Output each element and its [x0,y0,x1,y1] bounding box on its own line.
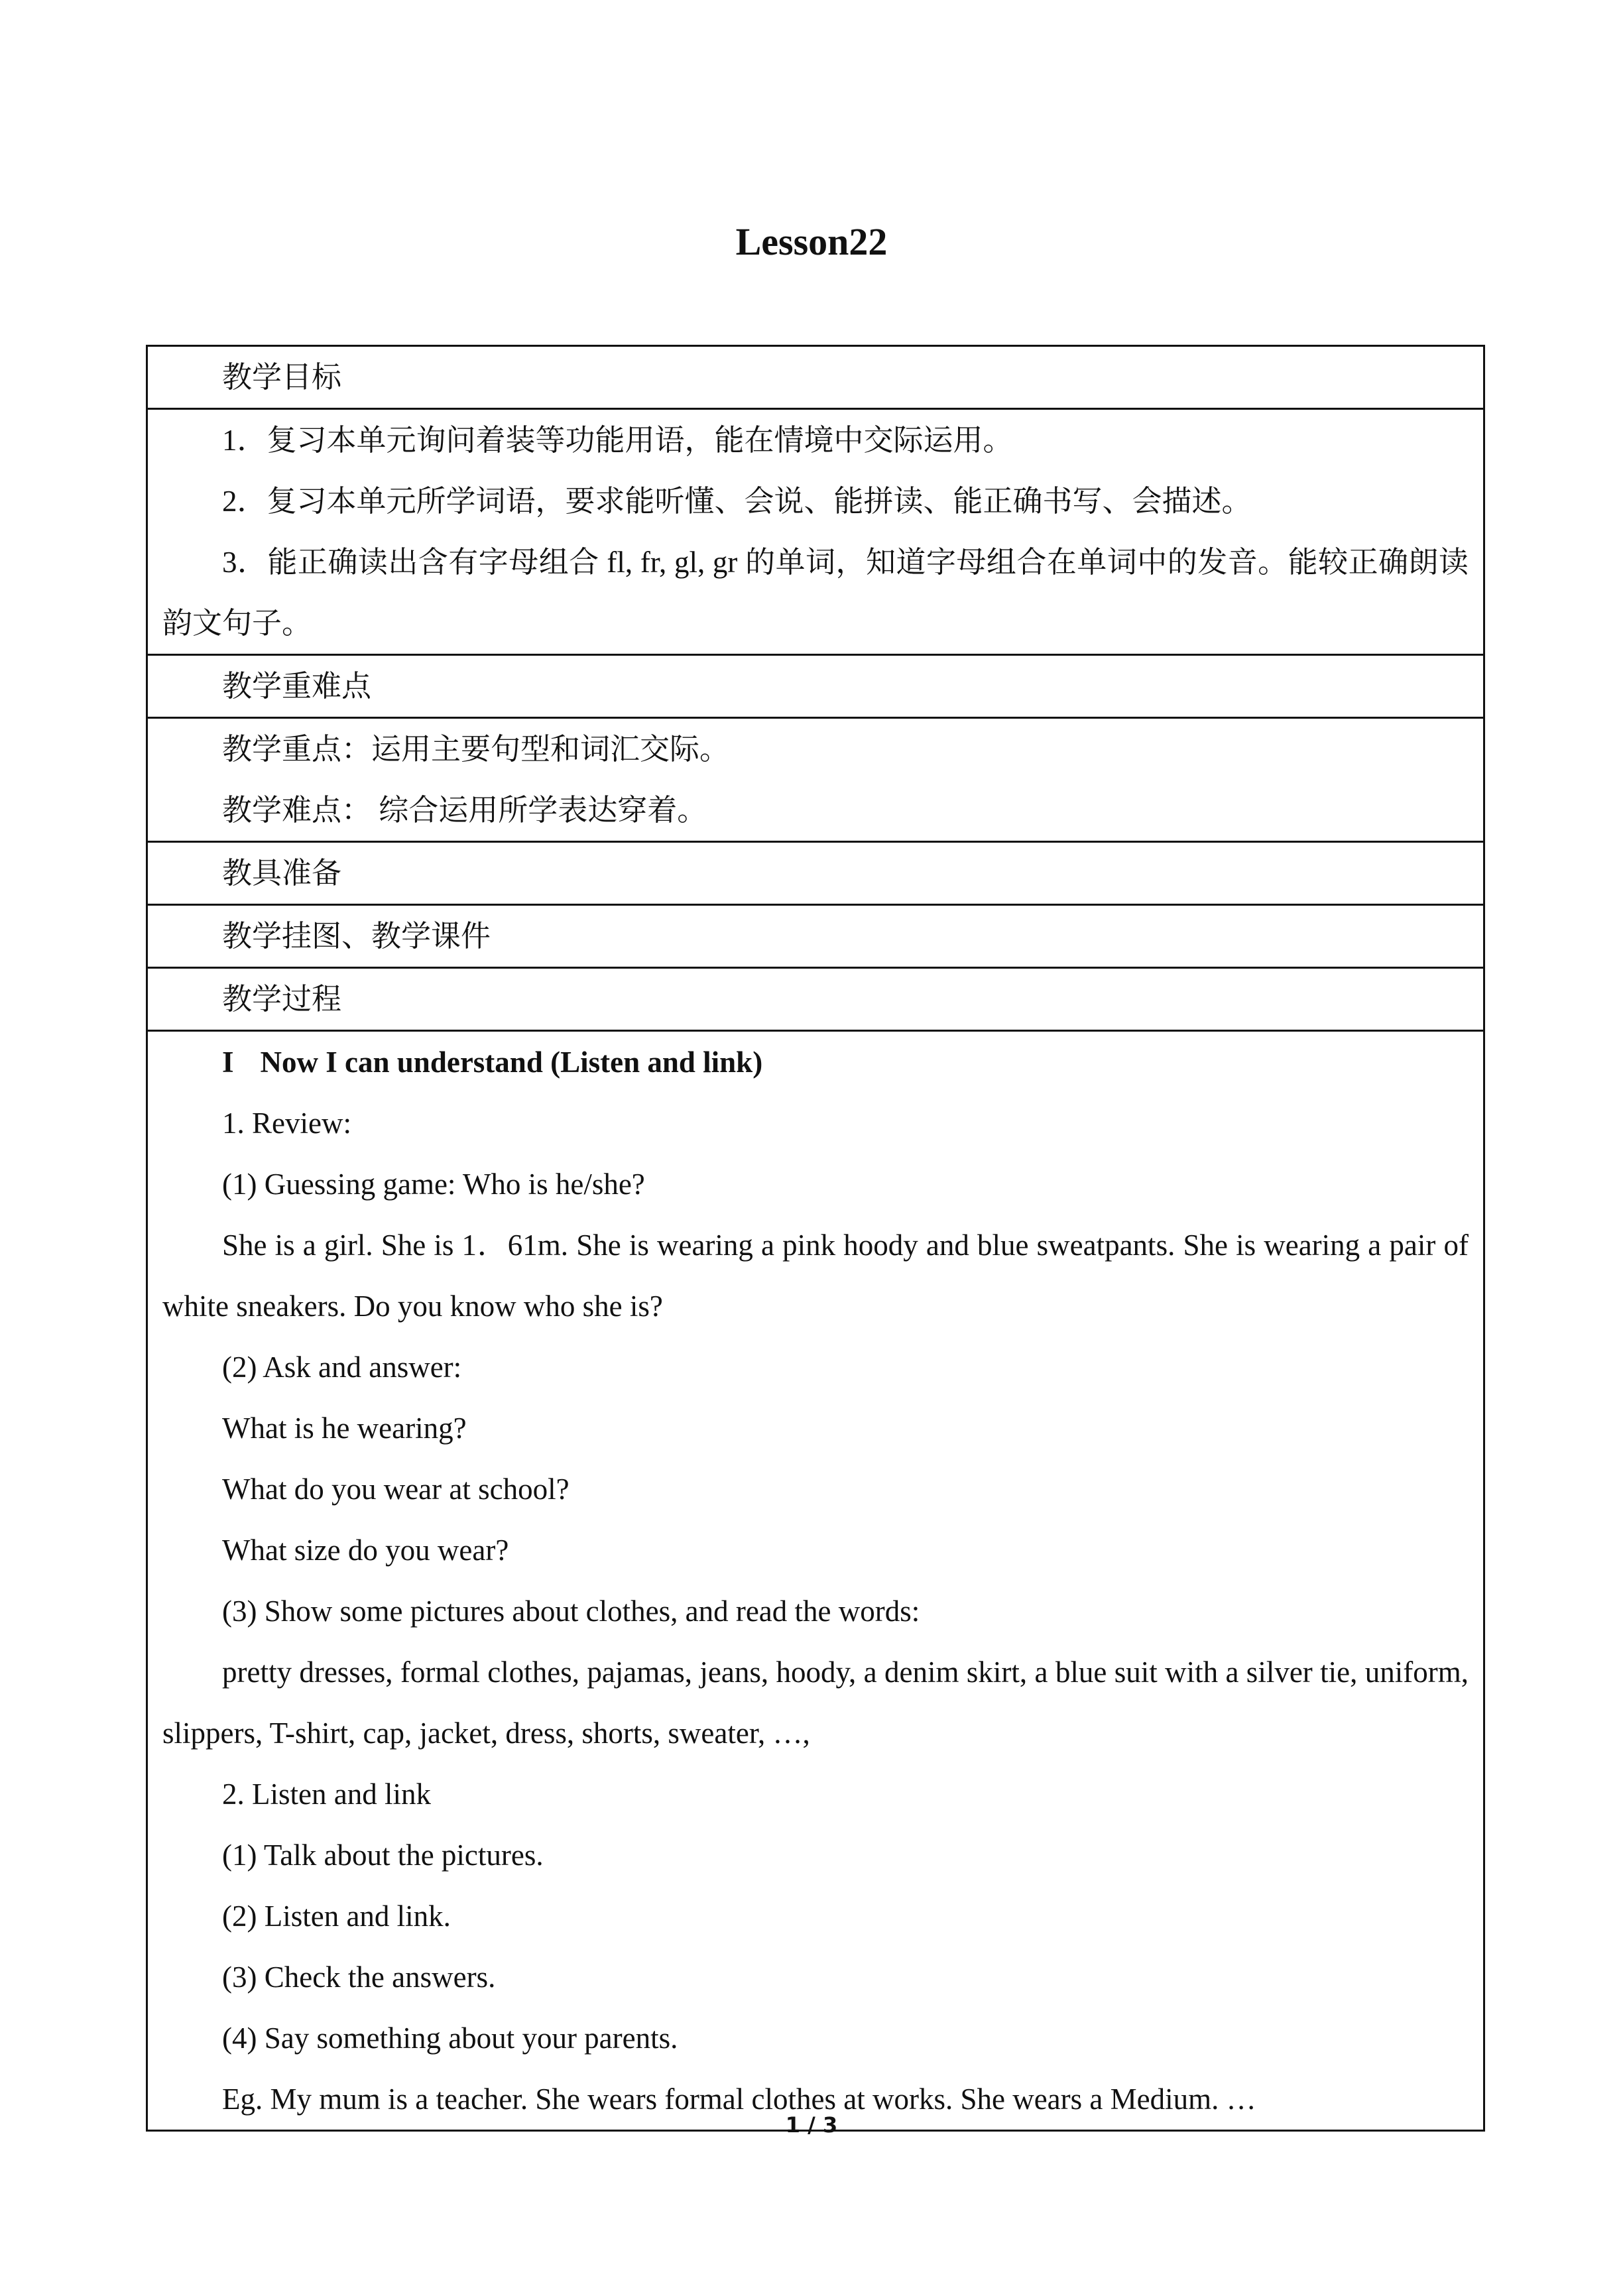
key-points-header: 教学重难点 [222,670,372,703]
page-title: Lesson22 [735,220,888,263]
key-points-header-cell [147,655,1484,718]
process-line: (2) Listen and link. [222,1900,451,1933]
materials-content: 教学挂图、教学课件 [222,920,491,953]
objectives-content-cell [147,409,1484,655]
key-points-header-row [147,655,1484,718]
process-line: (1) Talk about the pictures. [222,1839,544,1872]
page-number: 1 / 3 [785,2112,838,2138]
materials-header: 教具准备 [222,857,342,890]
process-line: 1. Review: [222,1107,351,1140]
process-line: (3) Check the answers. [222,1961,496,1994]
process-line: (4) Say something about your parents. [222,2022,678,2055]
process-header: 教学过程 [222,983,342,1016]
process-header-cell [147,968,1484,1031]
key-point-item: 教学重点：运用主要句型和词汇交际。 [222,733,730,766]
process-line: 2. Listen and link [222,1778,431,1811]
objectives-header-row [147,346,1484,409]
materials-content-cell [147,905,1484,968]
process-content-cell [147,1031,1484,2131]
process-line: (3) Show some pictures about clothes, and read the words: [222,1595,920,1628]
materials-header-row [147,842,1484,905]
key-points-content-cell [147,718,1484,842]
process-section-heading [162,1032,1469,1093]
process-header-row [147,968,1484,1031]
objective-item: 3．能正确读出含有字母组合 fl, fr, gl, gr 的单词，知道字母组合在单词中的发音。能较正确朗读韵文句子。 [162,546,1469,640]
process-paragraph: She is a girl. She is 1．61m. She is wearing a pink hoody and blue sweatpants. She is wearing a pair of white sneakers. Do you know who she is? [162,1229,1469,1323]
process-line: (2) Ask and answer: [222,1351,462,1384]
process-paragraph: pretty dresses, formal clothes, pajamas, jeans, hoody, a denim skirt, a blue suit with a silver tie, uniform, slippers, T-shirt, cap, jacket, dress, shorts, sweater, …, [162,1656,1469,1750]
process-line: Eg. My mum is a teacher. She wears formal clothes at works. She wears a Medium. … [222,2083,1256,2116]
process-content-row [147,1031,1484,2131]
process-line: What is he wearing? [222,1412,467,1445]
objective-item: 2．复习本单元所学词语，要求能听懂、会说、能拼读、能正确书写、会描述。 [222,485,1252,518]
difficult-point-item: 教学难点： 综合运用所学表达穿着。 [222,794,707,827]
lesson-plan-table [146,345,1485,2132]
process-heading-text: Now I can understand (Listen and link) [260,1046,763,1079]
process-heading-number: I [222,1046,234,1079]
objective-item: 1．复习本单元询问着装等功能用语，能在情境中交际运用。 [222,424,1013,457]
process-line: What do you wear at school? [222,1473,570,1506]
process-line: (1) Guessing game: Who is he/she? [222,1168,645,1201]
objectives-content-row [147,409,1484,655]
process-line: What size do you wear? [222,1534,509,1567]
materials-content-row [147,905,1484,968]
materials-header-cell [147,842,1484,905]
objectives-header: 教学目标 [222,361,342,394]
objectives-header-cell [147,346,1484,409]
key-points-content-row [147,718,1484,842]
